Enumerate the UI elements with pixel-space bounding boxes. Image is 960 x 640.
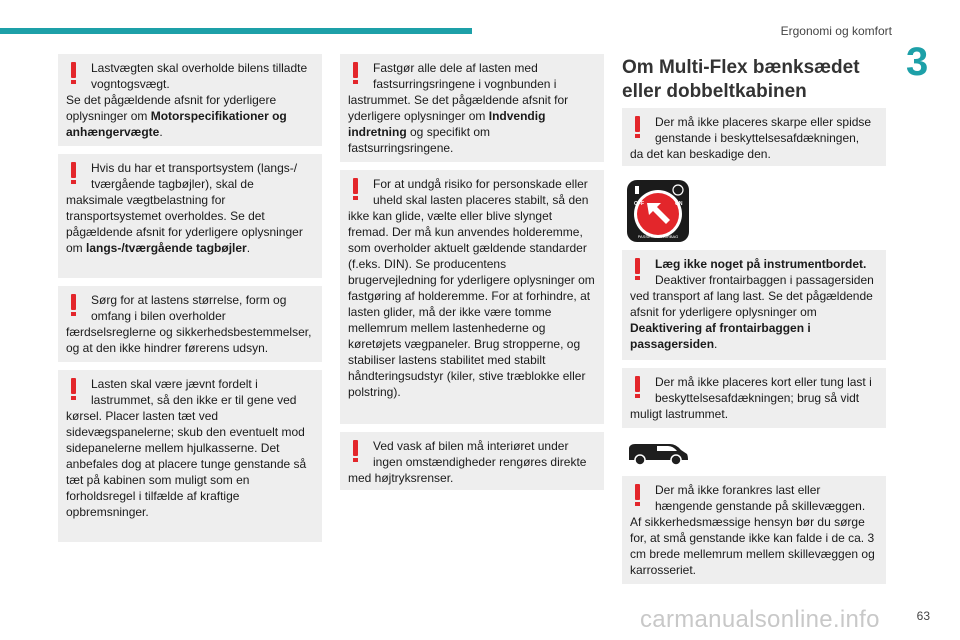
warning-box-load-weight bbox=[58, 54, 322, 146]
warning-exclamation-icon bbox=[632, 376, 644, 398]
warning-text: Se det pågældende afsnit for yderligere oplysninger om bbox=[66, 93, 277, 123]
warning-box-load-size bbox=[58, 286, 322, 362]
warning-text: med højtryksrenser. bbox=[348, 471, 454, 485]
chapter-number: 3 bbox=[906, 40, 929, 84]
warning-box-partition bbox=[622, 476, 886, 584]
warning-lead: Ved vask af bilen må interiøret under ingen omstændigheder rengøres direkte bbox=[373, 439, 587, 469]
warning-text: ikke kan glide, vælte eller blive slynget fremad. Der må kun anvendes holderemme, som overholder aktuelt gældende standarder (f.eks. DIN). Se producentens brugervejledning for yderligere oplysninger om fastgøring af holderemme. For at forhindre, at lasten glider, må der ikke være tomme mellemrum mellem lastenhederne og køretøjets vægpaneler. Brug stropperne, og stabiliser lastens stabilitet med stabilt håndteringsudstyr (kiler, stive træblokke eller polstring). bbox=[348, 209, 595, 399]
warning-lead: Der må ikke forankres last eller hængende genstande på skillevæggen. bbox=[655, 483, 866, 513]
warning-lead: Fastgør alle dele af lasten med fastsurringsringene i vognbunden i bbox=[373, 61, 557, 91]
warning-text: da det kan beskadige den. bbox=[630, 147, 771, 161]
section-title: Om Multi-Flex bænksædet eller dobbeltkabinen bbox=[622, 57, 860, 102]
van-icon bbox=[626, 438, 690, 468]
warning-text: maksimale vægtbelastning for transportsystemet overholdes. Se det pågældende afsnit for yderligere oplysninger om bbox=[66, 193, 303, 255]
warning-text: ved transport af lang last. Se det pågældende afsnit for yderligere oplysninger om bbox=[630, 289, 873, 319]
warning-text: Af sikkerhedsmæssige hensyn bør du sørge for, at små genstande ikke kan falde i de ca. 3 cm brede mellemrum mellem skillevæggen og karrosseriet. bbox=[630, 515, 875, 577]
warning-exclamation-icon bbox=[350, 178, 362, 200]
warning-lead: Sørg for at lastens størrelse, form og omfang i bilen overholder bbox=[91, 293, 287, 323]
punctuation: . bbox=[246, 241, 251, 255]
warning-text-tail: og specifikt om fastsurringsringene. bbox=[348, 125, 491, 155]
warning-exclamation-icon bbox=[350, 62, 362, 84]
warning-bold-lead: Læg ikke noget på instrumentbordet. bbox=[655, 257, 867, 271]
warning-exclamation-icon bbox=[632, 484, 644, 506]
punctuation: . bbox=[714, 337, 718, 351]
warning-exclamation-icon bbox=[68, 294, 80, 316]
warning-lead: Der må ikke placeres skarpe eller spidse genstande i beskyttelsesafdækningen, bbox=[655, 115, 872, 145]
warning-lead: For at undgå risiko for personskade eller uheld skal lasten placeres stabilt, så den bbox=[373, 177, 589, 207]
warning-box-lashing-rings bbox=[340, 54, 604, 162]
header-accent-bar bbox=[0, 28, 472, 34]
warning-box-load-distribution bbox=[58, 370, 322, 542]
warning-box-dashboard bbox=[622, 250, 886, 360]
warning-exclamation-icon bbox=[632, 258, 644, 280]
warning-box-washing bbox=[340, 432, 604, 490]
reference-link: Indvendig indretning bbox=[348, 109, 546, 139]
warning-box-roof-bars bbox=[58, 154, 322, 278]
page-number: 63 bbox=[916, 609, 930, 623]
punctuation: . bbox=[159, 125, 163, 139]
watermark: carmanualsonline.info bbox=[640, 606, 880, 633]
warning-lead: Hvis du har et transportsystem (langs-/ tværgående tagbøjler), skal de bbox=[91, 161, 298, 191]
warning-exclamation-icon bbox=[68, 162, 80, 184]
warning-lead: Lastvægten skal overholde bilens tilladte vogntogsvægt. bbox=[91, 61, 308, 91]
warning-text: kørsel. Placer lasten tæt ved sidevægspanelerne; skub den eventuelt mod sidepanelerne mellem hjulkasserne. Det anbefales dog at placere tunge genstande så tæt på kabinen som muligt som en forholdsregel i tilfælde af kraftige opbremsninger. bbox=[66, 409, 307, 519]
airbag-off-label: OFF bbox=[634, 201, 644, 207]
warning-text: lastrummet. Se det pågældende afsnit for yderligere oplysninger om bbox=[348, 93, 569, 123]
warning-lead: Deaktiver frontairbaggen i passagersiden bbox=[655, 273, 874, 287]
warning-box-load-stability bbox=[340, 170, 604, 424]
warning-box-sharp-objects bbox=[622, 108, 886, 166]
warning-exclamation-icon bbox=[632, 116, 644, 138]
airbag-on-label: ON bbox=[675, 201, 683, 207]
reference-link: Deaktivering af frontairbaggen i passagersiden bbox=[630, 321, 811, 351]
warning-exclamation-icon bbox=[68, 62, 80, 84]
warning-lead: Der må ikke placeres kort eller tung last i beskyttelsesafdækningen; brug så vidt bbox=[655, 375, 872, 405]
reference-link: Motorspecifikationer og anhængervægte bbox=[66, 109, 287, 139]
airbag-off-icon bbox=[627, 180, 689, 242]
section-header-title: Ergonomi og komfort bbox=[780, 24, 892, 38]
warning-lead: Lasten skal være jævnt fordelt i lastrummet, så den ikke er til gene ved bbox=[91, 377, 297, 407]
warning-exclamation-icon bbox=[350, 440, 362, 462]
reference-link: langs-/tværgående tagbøjler bbox=[86, 241, 247, 255]
airbag-caption: PASSENGER AIRBAG bbox=[637, 234, 679, 239]
warning-text: muligt lastrummet. bbox=[630, 407, 729, 421]
warning-exclamation-icon bbox=[68, 378, 80, 400]
warning-text: færdselsreglerne og sikkerhedsbestemmelser, og at den ikke hindrer førerens udsyn. bbox=[66, 325, 312, 355]
warning-box-short-load bbox=[622, 368, 886, 428]
